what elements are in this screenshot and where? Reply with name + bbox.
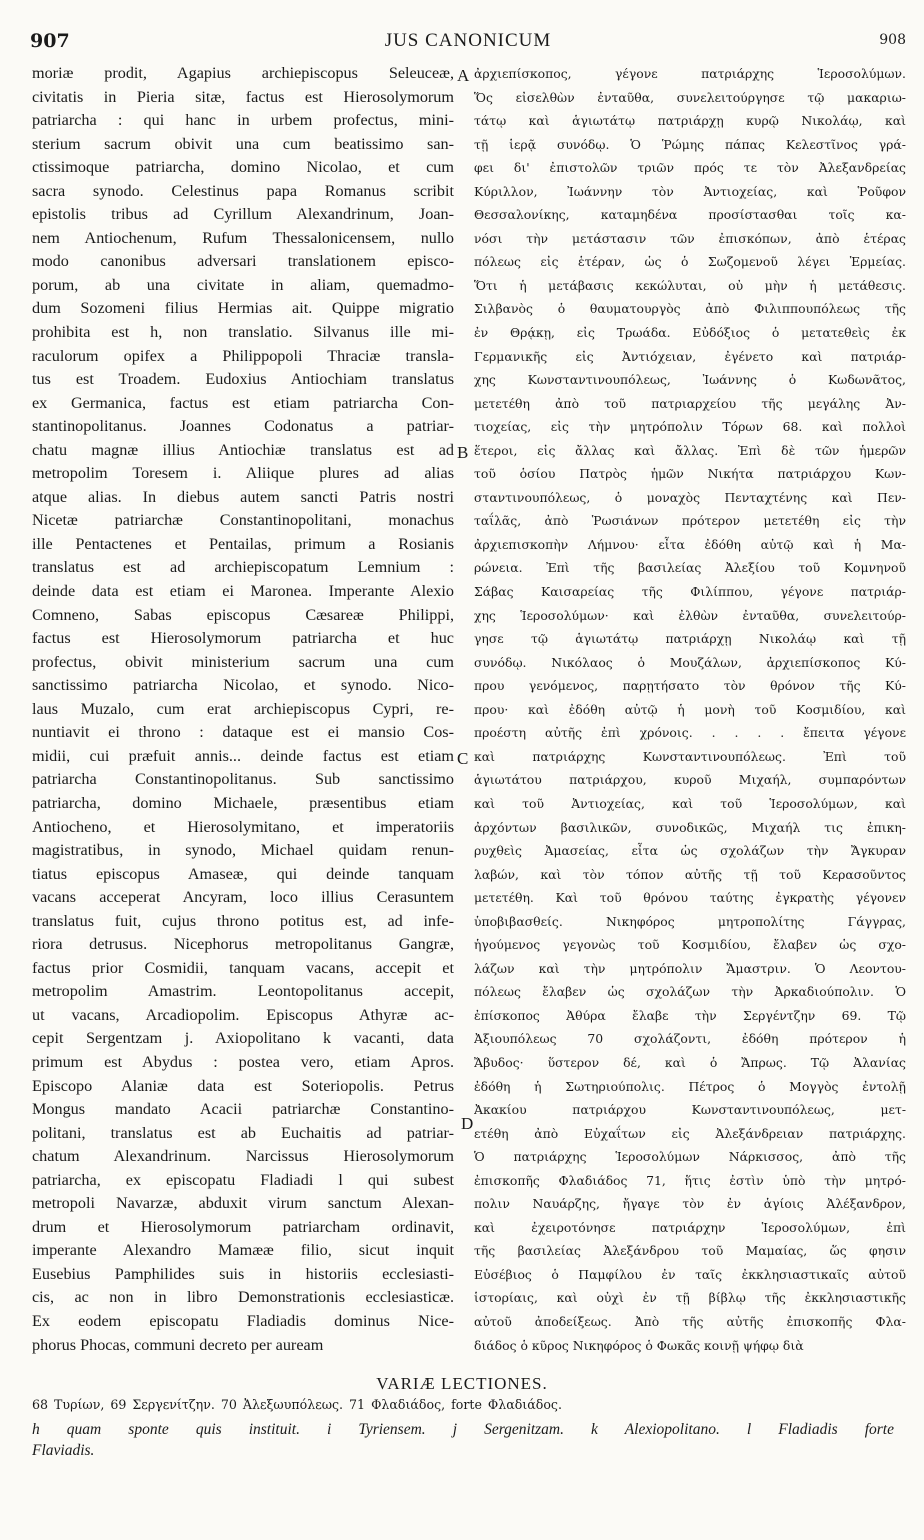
greek-text-line: σταντινουπόλεως, ὁ μοναχὸς Πενταχτένης καὶ Πεν- xyxy=(474,489,906,505)
greek-text-line: ἐν Θρᾴκῃ, εἰς Τρωάδα. Εὐδόξιος ὁ μετατεθεὶς ἐκ xyxy=(474,325,906,341)
greek-text-line: ἐπίσκοπος Ἀθύρα ἔλαβε τὴν Σεργέντζην 69. Τῷ xyxy=(474,1007,906,1023)
latin-text-line: Nicetæ patriarchæ Constantinopolitani, monachus xyxy=(32,511,454,530)
latin-text-line: ctissimoque patriarcha, domino Nicolao, et cum xyxy=(32,158,454,177)
greek-variant-notes: 68 Τυρίων, 69 Σεργενίτζην. 70 Ἀλεξωυπόλεως. 71 Φλαδιάδος, forte Φλαδιάδος. xyxy=(32,1397,562,1412)
latin-text-line: sanctissimo patriarcha Nicolao, et synodo. Nico- xyxy=(32,676,454,695)
greek-text-line: Ὅς εἰσελθὼν ἐνταῦθα, συνελειτούργησε τῷ μακαριω- xyxy=(474,89,906,105)
latin-text-line: Antiocheno, et Hierosolymitano, et imperatoriis xyxy=(32,817,454,836)
section-marker-b: B xyxy=(457,443,469,462)
greek-text-line: φει δι' ἐπιστολῶν τριῶν πρός τε τὸν Ἀλεξανδρείας xyxy=(474,160,906,176)
latin-text-line: Ex eodem episcopatu Fladiadis dominus Nice- xyxy=(32,1311,454,1330)
latin-text-line: factus prior Cosmidii, tanquam vacans, accepit et xyxy=(32,958,454,977)
latin-text-line: tiatus episcopus Amaseæ, qui deinde tanquam xyxy=(32,864,454,883)
latin-text-line: atque alias. In diebus autem sancti Patris nostri xyxy=(32,487,454,506)
greek-text-line: προέστη αὐτῆς ἐπὶ χρόνοις. . . . . ἔπειτα γέγονε xyxy=(474,725,906,741)
greek-text-line: Σάβας Καισαρείας τῆς Φιλίππου, γέγονε πατριάρ- xyxy=(474,584,906,600)
latin-text-line: translatus est ad archiepiscopatum Lemnium : xyxy=(32,558,454,577)
latin-text-line: riora detrusus. Nicephorus metropolitanus Gangræ, xyxy=(32,935,454,954)
section-marker-a: A xyxy=(457,66,470,85)
latin-text-line: Mongus mandato Acacii patriarchæ Constantino- xyxy=(32,1100,454,1119)
greek-text-line: αὐτοῦ ἀποδείξεως. Ἀπὸ τῆς αὐτῆς ἐπισκοπῆς Φλα- xyxy=(474,1313,906,1329)
latin-text-line: primum est Abydus : postea vero, etiam Apros. xyxy=(32,1052,454,1071)
greek-text-line: ἀρχιεπίσκοπος, γέγονε πατριάρχης Ἱεροσολύμων. xyxy=(474,66,906,81)
greek-text-line: ἐπισκοπῆς Φλαδιάδος 71, ἥτις ἐστὶν ὑπὸ τὴν μητρό- xyxy=(474,1172,906,1188)
greek-text-line: λαβών, καὶ τὸν τόπον αὐτῆς τῇ τοῦ Κερασοῦντος xyxy=(474,866,906,882)
page-number-left: 907 xyxy=(30,30,70,52)
greek-text-line: καὶ πατριάρχης Κωνσταντινουπόλεως. Ἐπὶ τοῦ xyxy=(474,748,906,764)
greek-text-line: ἕτεροι, εἰς ἄλλας καὶ ἄλλας. Ἐπὶ δὲ τῶν ἡμερῶν xyxy=(474,442,906,458)
greek-text-line: μετετέθη. Καὶ τοῦ θρόνου ταύτης ἐγκρατὴς γέγονεν xyxy=(474,890,906,906)
latin-text-line: epistolis tribus ad Cyrillum Alexandrinum, Joan- xyxy=(32,205,454,224)
latin-text-line: patriarcha Constantinopolitanus. Sub sanctissimo xyxy=(32,770,454,789)
latin-text-line: sacra synodo. Celestinus papa Romanus scribit xyxy=(32,181,454,200)
latin-text-line: politani, translatus est ab Euchaitis ad patriar- xyxy=(32,1123,454,1142)
latin-text-line: patriarcha, ex episcopatu Fladiadi l qui subest xyxy=(32,1170,454,1189)
greek-text-line: λάζων καὶ τὴν μητρόπολιν Ἄμαστριν. Ὁ Λεοντου- xyxy=(474,960,906,976)
greek-text-line: πρου γενόμενος, παρῃτήσατο τὸν θρόνον τῆς Κύ- xyxy=(474,678,906,694)
greek-text-line: Κύριλλον, Ἰωάννην τὸν Ἀντιοχείας, καὶ Ῥοῦφον xyxy=(474,183,906,199)
greek-text-line: Ἀξιουπόλεως 70 σχολάζοντι, ἐδόθη πρότερον ἡ xyxy=(474,1031,906,1047)
greek-text-line: τάτῳ καὶ ἁγιωτάτῳ πατριάρχῃ κυρῷ Νικολάῳ, καὶ xyxy=(474,113,906,129)
greek-text-line: ἡγούμενος γεγονὼς τοῦ Κοσμιδίου, ἔλαβεν ὡς σχο- xyxy=(474,937,906,953)
latin-text-line: translatus fuit, cujus throno potitus est, ad infe- xyxy=(32,911,454,930)
latin-text-line: modo canonibus adversari translationem episco- xyxy=(32,252,454,271)
latin-text-line: drum et Hierosolymorum patriarcham ordinavit, xyxy=(32,1217,454,1236)
latin-text-line: cepit Sergentzam j. Axiopolitano k vacanti, data xyxy=(32,1029,454,1048)
greek-text-line: ρυχθεὶς Ἀμασείας, εἶτα ὡς σχολάζων τὴν Ἄγκυραν xyxy=(474,843,906,859)
latin-text-line: deinde data est etiam ei Maronea. Imperante Alexio xyxy=(32,582,454,601)
latin-text-line: prohibita est h, non translatio. Silvanus ille mi- xyxy=(32,323,454,342)
latin-text-line: midii, cui præfuit annis... deinde factus est etiam xyxy=(32,746,454,765)
greek-text-line: πρου· καὶ ἐδόθη αὐτῷ ἡ μονὴ τοῦ Κοσμιδίου, καὶ xyxy=(474,701,906,717)
latin-text-line: phorus Phocas, communi decreto per auream xyxy=(32,1335,324,1354)
latin-text-line: Eusebius Pamphilides suis in historiis ecclesiasti- xyxy=(32,1264,454,1283)
latin-text-line: Episcopo Alaniæ data est Soteriopolis. Petrus xyxy=(32,1076,454,1095)
greek-text-line: νόσι τὴν μετάστασιν τῶν ἐπισκόπων, ἀπὸ ἑτέρας xyxy=(474,230,906,246)
greek-text-line: ἐδόθη ἡ Σωτηριούπολις. Πέτρος ὁ Μογγὸς ἐντολῇ xyxy=(474,1078,906,1094)
greek-text-line: ἀρχόντων βασιλικῶν, συνοδικῶς, Μιχαήλ τις ἐπικη- xyxy=(474,819,906,835)
greek-text-line: ἀρχιεπισκοπὴν Λήμνου· εἶτα ἐδόθη αὐτῷ καὶ ἡ Μα- xyxy=(474,536,906,552)
section-marker-d: D xyxy=(461,1114,474,1133)
latin-text-line: stantinopolitanus. Joannes Codonatus a patriar- xyxy=(32,417,454,436)
latin-text-line: patriarcha, domino Michaele, præsentibus etiam xyxy=(32,793,454,812)
latin-text-line: sterium sacrum obivit una cum beatissimo san- xyxy=(32,134,454,153)
variae-lectiones-heading: VARIÆ LECTIONES. xyxy=(376,1374,548,1393)
latin-text-line: magistratibus, in synodo, Michael quidam renun- xyxy=(32,841,454,860)
latin-text-line: dum Sozomeni filius Hermias ait. Quippe migratio xyxy=(32,299,454,318)
greek-text-line: Ὁ πατριάρχης Ἱεροσολύμων Νάρκισσος, ἀπὸ τῆς xyxy=(474,1149,906,1165)
latin-text-line: tus est Troadem. Eudoxius Antiochiam translatus xyxy=(32,370,454,389)
greek-text-line: ἁγιωτάτου πατριάρχου, κυροῦ Μιχαήλ, συμπαρόντων xyxy=(474,772,906,788)
latin-text-line: metropoli Navarzæ, abduxit virum sanctum Alexan- xyxy=(32,1194,454,1213)
greek-text-line: διάδος ὁ κῦρος Νικηφόρος ὁ Φωκᾶς κοινῇ ψήφῳ διὰ xyxy=(474,1337,804,1353)
greek-text-line: ἱστορίαις, καὶ οὐχὶ ἐν τῇ βίβλῳ τῆς ἐκκλησιαστικῆς xyxy=(474,1290,906,1306)
page-header xyxy=(30,30,906,60)
latin-text-line: moriæ prodit, Agapius archiepiscopus Seleuceæ, xyxy=(32,64,454,82)
latin-text-line: porum, ab una civitate in aliam, quemadmo- xyxy=(32,275,454,294)
latin-text-line: ut vacans, Arcadiopolim. Episcopus Athyræ ac- xyxy=(32,1005,454,1024)
latin-text-line: civitatis in Pieria sitæ, factus est Hierosolymorum xyxy=(32,87,454,106)
greek-text-line: Ἄβυδος· ὕστερον δέ, καὶ ὁ Ἄπρως. Τῷ Ἀλανίας xyxy=(474,1054,906,1070)
latin-text-line: ex Germanica, factus est etiam patriarcha Con- xyxy=(32,393,454,412)
greek-text-line: Γερμανικῆς εἰς Ἀντιόχειαν, ἐγένετο καὶ πατριάρ- xyxy=(474,348,906,364)
greek-text-line: ετέθη ἀπὸ Εὐχαΐτων εἰς Ἀλεξάνδρειαν πατριάρχης. xyxy=(474,1125,906,1141)
greek-text-line: χης Κωνσταντινουπόλεως, Ἰωάννης ὁ Κωδωνᾶτος, xyxy=(474,372,906,388)
latin-footnotes-line: h quam sponte quis instituit. i Tyriensem. j Sergenitzam. k Alexiopolitano. l Fladiadis forte xyxy=(32,1421,894,1438)
greek-text-line: τοῦ ὁσίου Πατρὸς ἡμῶν Νικήτα πατριάρχου Κων- xyxy=(474,466,906,482)
latin-text-line: Comneno, Sabas episcopus Cæsareæ Philippi, xyxy=(32,605,454,624)
latin-text-line: patriarcha : qui hanc in urbem profectus, mini- xyxy=(32,111,454,130)
greek-column xyxy=(474,62,906,1357)
latin-text-line: chatum Alexandrinum. Narcissus Hierosolymorum xyxy=(32,1147,454,1166)
greek-text-line: Σιλβανὸς ὁ θαυματουργὸς ἀπὸ Φιλιππουπόλεως τῆς xyxy=(474,301,906,317)
latin-column xyxy=(32,62,454,1357)
latin-text-line: factus est Hierosolymorum patriarcha et huc xyxy=(32,629,454,648)
latin-text-line: metropolim Amastrim. Leontopolitanus accepit, xyxy=(32,982,454,1001)
greek-text-line: συνόδῳ. Νικόλαος ὁ Μουζάλων, ἀρχιεπίσκοπος Κύ- xyxy=(474,654,906,670)
greek-text-line: Ὅτι ἡ μετάβασις κεκώλυται, οὐ μὴν ἡ μετάθεσις. xyxy=(474,277,906,293)
section-marker-c: C xyxy=(457,749,469,768)
greek-text-line: ταΐλᾶς, ἀπὸ Ῥωσιάνων πρότερον μετετέθη εἰς τὴν xyxy=(474,513,906,529)
greek-text-line: ρώνεια. Ἐπὶ τῆς βασιλείας Ἀλεξίου τοῦ Κομνηνοῦ xyxy=(474,560,906,576)
greek-text-line: Θεσσαλονίκης, καταμηδένα προσίστασθαι τοῖς κα- xyxy=(474,207,906,223)
greek-text-line: Ἀκακίου πατριάρχου Κωνσταντινουπόλεως, μετ- xyxy=(474,1102,906,1118)
greek-text-line: τιοχείας, εἰς τὴν μητρόπολιν Τόρων 68. καὶ πολλοὶ xyxy=(474,419,906,435)
latin-text-line: raculorum opifex a Philippopoli Thraciæ transla- xyxy=(32,346,454,365)
greek-text-line: πολιν Ναυάρζης, ἤγαγε τὸν ἐν ἁγίοις Ἀλέξανδρον, xyxy=(474,1196,906,1212)
running-head: JUS CANONICUM xyxy=(384,30,552,51)
latin-footnotes xyxy=(32,1419,894,1461)
greek-text-line: καὶ τοῦ Ἀντιοχείας, καὶ τοῦ Ἱεροσολύμων, καὶ xyxy=(474,795,906,811)
latin-text-line: laus Muzalo, cum erat archiepiscopus Cypri, re- xyxy=(32,699,454,718)
latin-text-line: metropolim Toresem i. Aliique plures ad alias xyxy=(32,464,454,483)
latin-text-line: imperante Alexandro Mamææ filio, sicut inquit xyxy=(32,1241,454,1260)
latin-text-line: chatu magnæ illius Antiochiæ translatus est ad xyxy=(32,440,454,459)
latin-text-line: nem Antiochenum, Rufum Thessalonicensem, nullo xyxy=(32,228,454,247)
greek-text-line: πόλεως ἔλαβεν ὡς σχολάζων τὴν Ἀρκαδιούπολιν. Ὁ xyxy=(474,984,906,1000)
greek-text-line: πόλεως εἰς ἑτέραν, ὡς ὁ Σωζομενοῦ λέγει Ἑρμείας. xyxy=(474,254,906,270)
greek-text-line: τῆς βασιλείας Ἀλεξάνδρου τοῦ Μαμαίας, ὥς φησιν xyxy=(474,1243,906,1259)
latin-text-line: cis, ac non in libro Demonstrationis ecclesiasticæ. xyxy=(32,1288,454,1307)
greek-text-line: μετετέθη ἀπὸ τοῦ πατριαρχείου τῆς μεγάλης Ἀν- xyxy=(474,395,906,411)
greek-text-line: Εὐσέβιος ὁ Παμφίλου ἐν ταῖς ἐκκλησιαστικαῖς αὐτοῦ xyxy=(474,1266,906,1282)
greek-text-line: καὶ ἐχειροτόνησε πατριάρχην Ἱεροσολύμων, ἐπὶ xyxy=(474,1219,906,1235)
page-number-right: 908 xyxy=(879,32,906,48)
latin-text-line: nuntiavit ei throno : dataque est ei mansio Cos- xyxy=(32,723,454,742)
latin-text-line: ille Pentactenes et Pentailas, primum a Rosianis xyxy=(32,534,454,553)
latin-text-line: vacans acceperat Ancyram, loco illius Cerasuntem xyxy=(32,888,454,907)
latin-text-line: profectus, obivit ministerium sacrum una cum xyxy=(32,652,454,671)
greek-text-line: γησε τῷ ἁγιωτάτῳ πατριάρχῃ Νικολάῳ καὶ τῇ xyxy=(474,631,906,647)
greek-text-line: ὑποβιβασθείς. Νικηφόρος μητροπολίτης Γάγγρας, xyxy=(474,913,906,929)
latin-footnotes-line: Flaviadis. xyxy=(32,1442,95,1459)
greek-text-line: χης Ἱεροσολύμων· καὶ ἐλθὼν ἐνταῦθα, συνελειτούρ- xyxy=(474,607,906,623)
greek-text-line: τῇ ἱερᾷ συνόδῳ. Ὁ Ῥώμης πάπας Κελεστῖνος γρά- xyxy=(474,136,906,152)
